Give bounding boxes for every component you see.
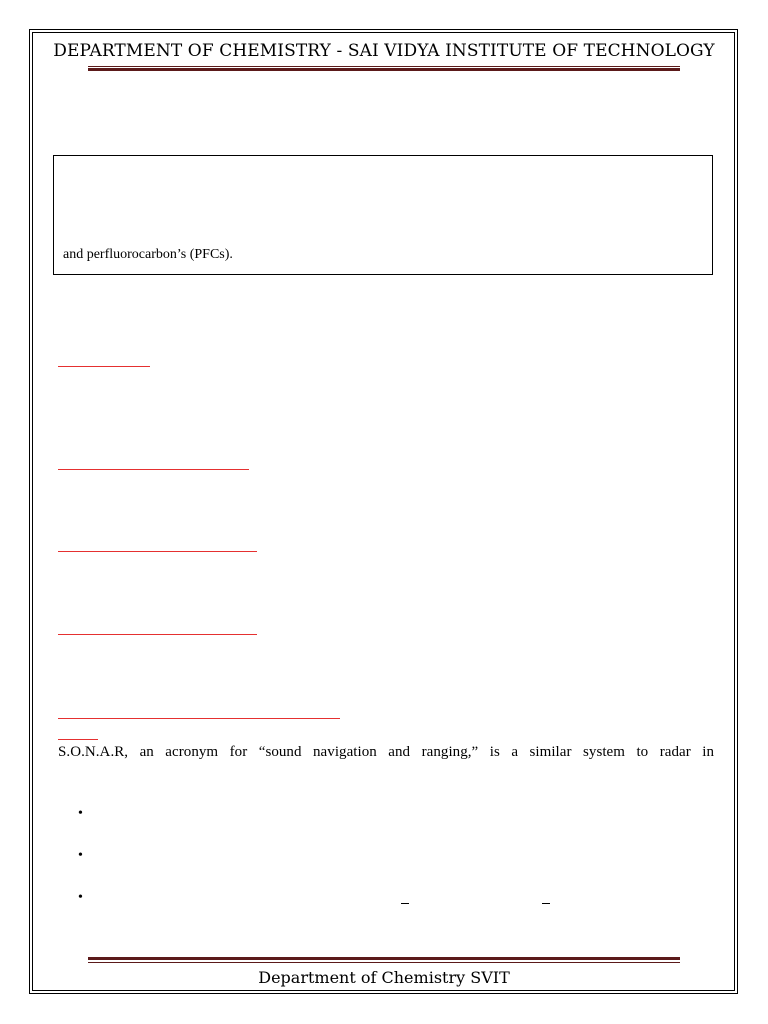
header-rule-thin	[88, 66, 680, 67]
heading-underline-6	[58, 739, 98, 740]
bullet-2: •	[78, 848, 83, 863]
heading-underline-3	[58, 551, 257, 552]
footer-rule-thin	[88, 962, 680, 963]
heading-underline-1	[58, 366, 150, 367]
heading-underline-5	[58, 718, 340, 719]
heading-underline-2	[58, 469, 249, 470]
boxed-note-text: and perfluorocarbon’s (PFCs).	[63, 247, 233, 262]
sonar-paragraph: S.O.N.A.R, an acronym for “sound navigation and ranging,” is a similar system to radar in	[58, 744, 714, 760]
dash-mark-1	[401, 903, 409, 904]
heading-underline-4	[58, 634, 257, 635]
boxed-note	[53, 155, 713, 275]
page-header-title: DEPARTMENT OF CHEMISTRY - SAI VIDYA INSTITUTE OF TECHNOLOGY	[53, 41, 715, 61]
footer-rule-thick	[88, 957, 680, 960]
page-footer-text: Department of Chemistry SVIT	[258, 968, 510, 987]
header-rule-thick	[88, 68, 680, 71]
bullet-3: •	[78, 890, 83, 905]
dash-mark-2	[542, 903, 550, 904]
bullet-1: •	[78, 806, 83, 821]
